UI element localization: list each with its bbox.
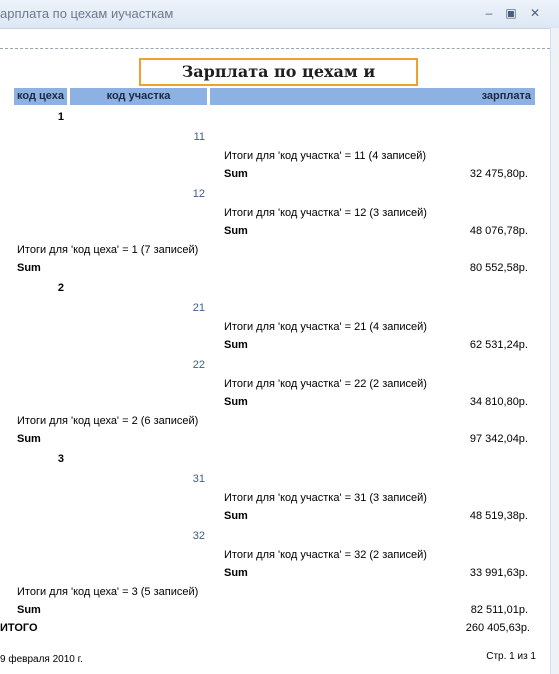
header-shop-code: код цеха (14, 88, 67, 105)
section-summary: Итоги для 'код участка' = 21 (4 записей) (224, 321, 427, 333)
section-sum-value: 62 531,24р. (469, 339, 528, 351)
window-title: арплата по цехам иучасткам (0, 6, 174, 21)
window-titlebar (0, 0, 559, 29)
header-section-code: код участка (70, 88, 207, 105)
section-sum-value: 34 810,80р. (469, 396, 528, 408)
footer-page: Стр. 1 из 1 (486, 651, 536, 662)
section-sum-value: 32 475,80р. (469, 168, 528, 180)
section-sum-label: Sum (224, 225, 248, 237)
shop-sum-value: 80 552,58р. (469, 262, 528, 274)
report-title: Зарплата по цехам и (139, 58, 418, 86)
section-sum-value: 33 991,63р. (469, 567, 528, 579)
section-summary: Итоги для 'код участка' = 12 (3 записей) (224, 207, 427, 219)
grand-total-value: 260 405,63р. (465, 622, 530, 634)
section-sum-value: 48 076,78р. (469, 225, 528, 237)
grand-total-label: ИТОГО (0, 622, 38, 634)
section-sum-label: Sum (224, 567, 248, 579)
maximize-icon[interactable]: ▣ (505, 6, 517, 20)
section-sum-label: Sum (224, 396, 248, 408)
section-code: 12 (192, 188, 205, 200)
header-salary: зарплата (210, 88, 535, 105)
shop-sum-value: 97 342,04р. (469, 433, 528, 445)
section-sum-label: Sum (224, 168, 248, 180)
shop-sum-label: Sum (17, 433, 41, 445)
vertical-scrollbar[interactable] (550, 28, 559, 674)
section-sum-label: Sum (224, 339, 248, 351)
minimize-icon[interactable]: – (485, 6, 493, 20)
section-summary: Итоги для 'код участка' = 11 (4 записей) (224, 150, 427, 162)
section-code: 22 (192, 359, 205, 371)
shop-code: 2 (57, 282, 64, 294)
section-summary: Итоги для 'код участка' = 32 (2 записей) (224, 549, 427, 561)
shop-code: 1 (57, 111, 64, 123)
section-sum-label: Sum (224, 510, 248, 522)
shop-code: 3 (57, 453, 64, 465)
shop-summary: Итоги для 'код цеха' = 1 (7 записей) (17, 244, 199, 256)
close-icon[interactable]: ✕ (529, 6, 541, 20)
section-code: 21 (192, 302, 205, 314)
section-sum-value: 48 519,38р. (469, 510, 528, 522)
section-code: 31 (192, 473, 205, 485)
footer-date: 9 февраля 2010 г. (0, 654, 83, 665)
shop-sum-label: Sum (17, 262, 41, 274)
shop-summary: Итоги для 'код цеха' = 3 (5 записей) (17, 586, 199, 598)
section-summary: Итоги для 'код участка' = 22 (2 записей) (224, 378, 427, 390)
page-divider (0, 48, 550, 49)
section-code: 32 (192, 530, 205, 542)
section-summary: Итоги для 'код участка' = 31 (3 записей) (224, 492, 427, 504)
shop-sum-value: 82 511,01р. (470, 604, 528, 616)
shop-sum-label: Sum (17, 604, 41, 616)
section-code: 11 (193, 131, 205, 143)
shop-summary: Итоги для 'код цеха' = 2 (6 записей) (17, 415, 199, 427)
